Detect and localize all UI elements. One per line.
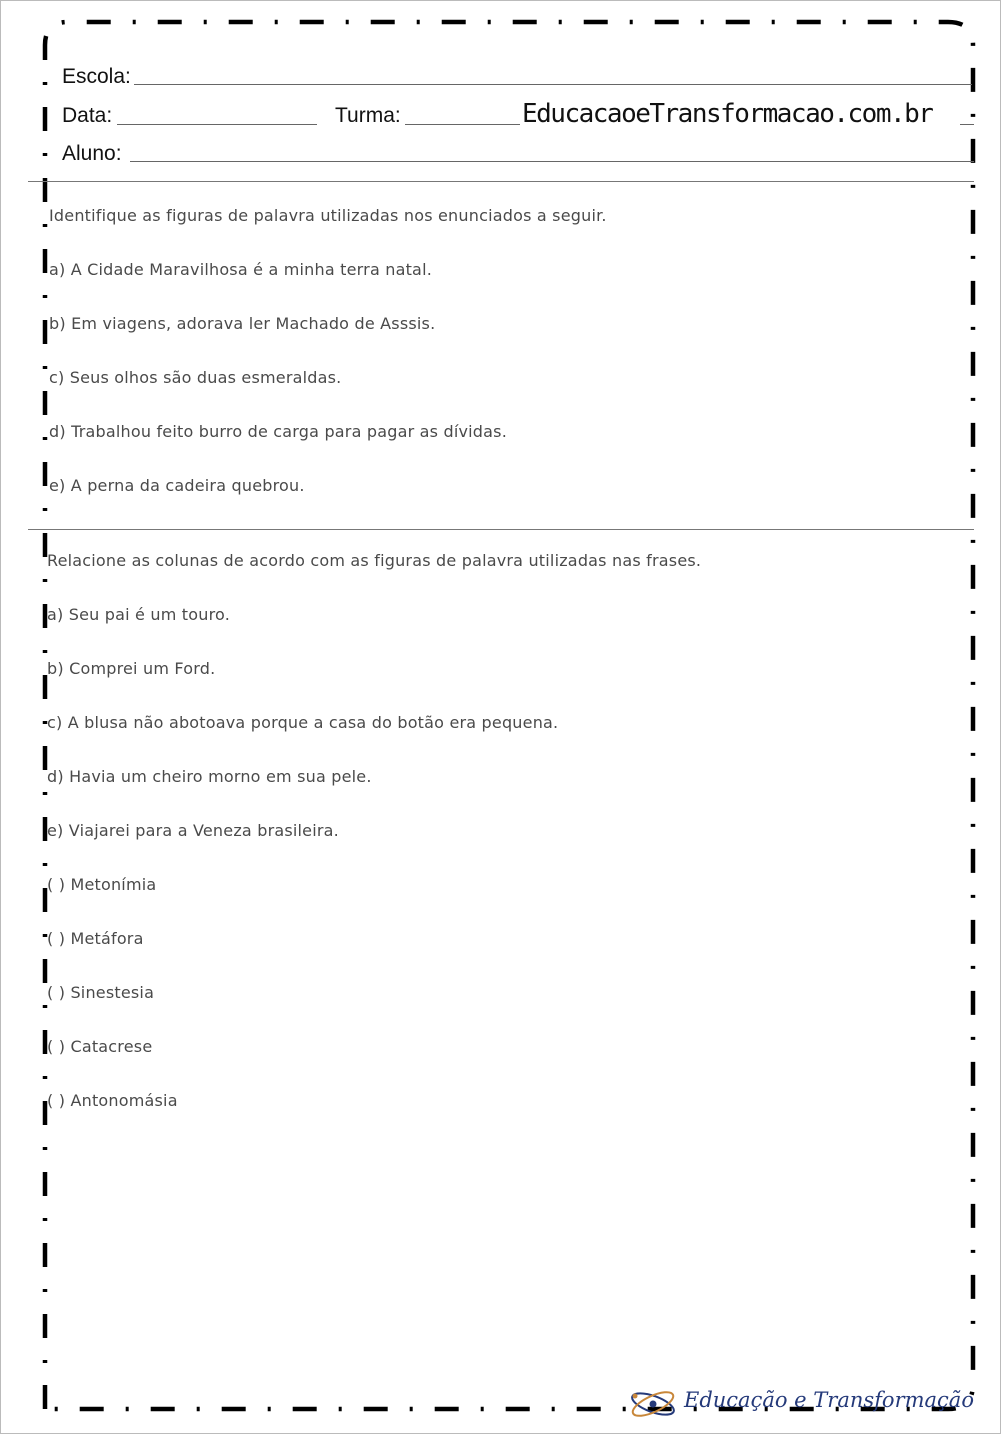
section2-item-a: a) Seu pai é um touro. [47, 605, 231, 624]
section2-item-e: e) Viajarei para a Veneza brasileira. [47, 821, 339, 840]
section1-item-d: d) Trabalhou feito burro de carga para pagar as dívidas. [49, 422, 507, 441]
section2-item-d: d) Havia um cheiro morno em sua pele. [47, 767, 372, 786]
section2-instruction: Relacione as colunas de acordo com as figuras de palavra utilizadas nas frases. [47, 551, 702, 570]
section1-item-a: a) A Cidade Maravilhosa é a minha terra natal. [49, 260, 432, 279]
turma-label: Turma: [335, 104, 401, 127]
turma-field-end [960, 124, 974, 125]
section1-instruction: Identifique as figuras de palavra utilizadas nos enunciados a seguir. [49, 206, 607, 225]
option-metafora[interactable]: ( ) Metáfora [47, 929, 144, 948]
option-metonimia[interactable]: ( ) Metonímia [47, 875, 157, 894]
atom-orbit-icon [628, 1384, 678, 1424]
option-catacrese[interactable]: ( ) Catacrese [47, 1037, 153, 1056]
section1-item-b: b) Em viagens, adorava ler Machado de Asssis. [49, 314, 436, 333]
section2-item-c: c) A blusa não abotoava porque a casa do botão era pequena. [47, 713, 559, 732]
aluno-field[interactable] [130, 161, 974, 162]
brand-logo [628, 1384, 974, 1424]
data-field[interactable] [117, 124, 317, 125]
section2-item-b: b) Comprei um Ford. [47, 659, 216, 678]
header-divider [28, 181, 974, 182]
escola-label: Escola: [62, 65, 131, 88]
option-sinestesia[interactable]: ( ) Sinestesia [47, 983, 155, 1002]
website-watermark: EducacaoeTransformacao.com.br [522, 99, 933, 129]
turma-field[interactable] [405, 124, 520, 125]
brand-name: Educação e Transformação [684, 1388, 974, 1412]
option-antonomasia[interactable]: ( ) Antonomásia [47, 1091, 178, 1110]
escola-field[interactable] [134, 84, 972, 85]
section1-item-e: e) A perna da cadeira quebrou. [49, 476, 305, 495]
section-divider [28, 529, 974, 530]
data-label: Data: [62, 104, 113, 127]
aluno-label: Aluno: [62, 142, 122, 165]
section1-item-c: c) Seus olhos são duas esmeraldas. [49, 368, 342, 387]
